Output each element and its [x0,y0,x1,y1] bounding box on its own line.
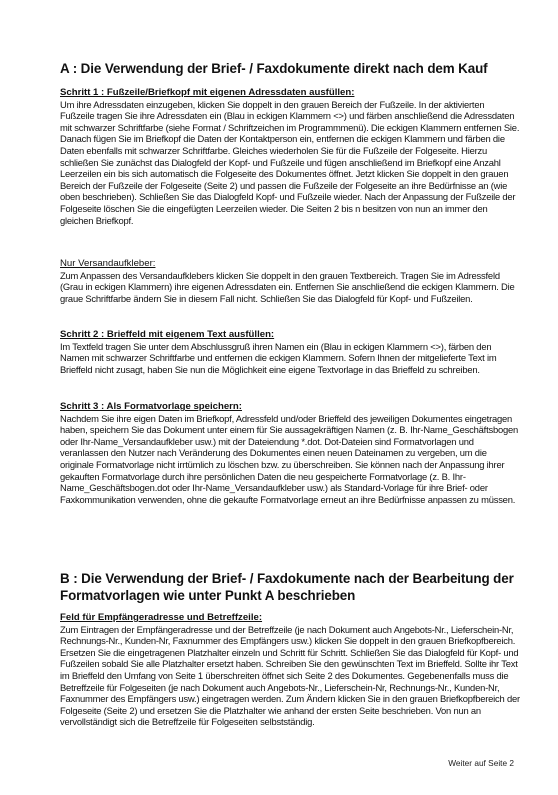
recipient-field-text: Zum Eintragen der Empfängeradresse und der Betreffzeile (je nach Dokument auch Angebots-Nr., Lieferschein-Nr, Rechnungs-Nr., Kunden-Nr, Faxnummer des Empfängers usw.) klicken Sie doppelt in den grauen Briefkopfbereich. Ersetzen Sie die eingetragenen Platzhalter einzeln und Schritt für Schritt. Schließen Sie das Dialogfeld für Kopf- und Fußzeilen sobald Sie alle Platzhalter ersetzt haben. Schreiben Sie den gewünschten Text im Brieffeld. Sollte ihr Text im Brieffeld den Umfang von Seite 1 überschreiten öffnet sich Seite 2 des Dokumentes. Gegebenenfalls muss die Betreffzeile für Folgeseiten (je nach Dokument auch Angebots-Nr., Lieferschein-Nr, Rechnungs-Nr., Kunden-Nr, Faxnummer des Empfängers usw.) eingetragen werden. Zum Ändern klicken Sie in den grauen Briefkopfbereich der Folgeseite (Seite 2) und ersetzen Sie die Platzhalter wie anhand der ersten Seite beschrieben. Von nun an vervollständigt sich die Betreffzeile für Folgeseiten selbstständig. [60,623,520,728]
step-1-heading: Schritt 1 : Fußzeile/Briefkopf mit eigenen Adressdaten ausfüllen: [60,87,355,98]
recipient-field-heading: Feld für Empfängeradresse und Betreffzeile: [60,612,263,623]
label-text: Zum Anpassen des Versandaufklebers klicken Sie doppelt in den grauen Textbereich. Tragen Sie im Adressfeld (Grau in eckigen Klammern) ihre eigenen Adressdaten ein. Entfernen Sie anschließend die eckigen Klammern. Die graue Schriftfarbe ändern Sie in diesem Fall nicht. Schließen Sie das Dialogfeld für Kopf- und Fußzeilen. [60,269,515,304]
step-3-block [60,401,520,505]
label-heading: Nur Versandaufkleber: [60,258,156,269]
step-3-heading: Schritt 3 : Als Formatvorlage speichern: [60,401,242,412]
step-1-text: Um ihre Adressdaten einzugeben, klicken Sie doppelt in den grauen Bereich der Fußzeile. In der aktivierten Fußzeile tragen Sie ihre Adressdaten ein (Blau in eckigen Klammern <>) und färben anschließend die Adressdaten mit schwarzer Schriftfarbe (siehe Format / Schriftzeichen im Programmmenü). Die eckigen Klammern entfernen Sie. Danach fügen Sie im Briefkopf die Daten der Kontaktperson ein, entfernen die eckigen Klammern und färben die Daten ebenfalls mit schwarzer Schriftfarbe. Gleiches wiederholen Sie für die Fußzeile der Folgeseite. Hierzu schließen Sie zunächst das Dialogfeld der Kopf- und Fußzeile und fügen anschließend im Briefkopf eine Anzahl Leerzeilen ein bis sich automatisch die Folgeseite des Dokumentes öffnet. Jetzt klicken Sie doppelt in den grauen Bereich der Fußzeile der Folgeseite (Seite 2) und passen die Fußzeile der Folgeseite an ihre Bedürfnisse an (wie oben beschrieben). Schließen Sie das Dialogfeld Kopf- und Fußzeile wieder. Nach der Anpassung der Fußzeile der Folgeseite löschen Sie die eingefügten Leerzeilen wieder. Die Seiten 2 bis n besitzen von nun an immer den gleichen Briefkopf. [60,98,520,226]
recipient-field-block [60,612,520,728]
step-1-block [60,87,520,226]
section-a-title: A : Die Verwendung der Brief- / Faxdokumente direkt nach dem Kauf [60,61,488,76]
step-2-text: Im Textfeld tragen Sie unter dem Abschlussgruß ihren Namen ein (Blau in eckigen Klammern <>), färben den Namen mit schwarzer Schriftfarbe und entfernen die eckigen Klammern. Sofern Ihnen der mitgelieferte Text im Brieffeld nicht zusagt, haben Sie nun die Möglichkeit eine eigene Textvorlage in das Brieffeld zu schreiben. [60,340,497,375]
label-block [60,258,520,304]
step-2-block [60,329,520,375]
step-2-heading: Schritt 2 : Brieffeld mit eigenem Text ausfüllen: [60,329,275,340]
step-3-text: Nachdem Sie ihre eigen Daten im Briefkopf, Adressfeld und/oder Brieffeld des jeweiligen Dokumentes eingetragen haben, speichern Sie das Dokument unter einem für Sie aussagekräftigen Namen (z. B. Ihr-Name_Geschäftsbogen oder Ihr-Name_Versandaufkleber usw.) mit der Dateiendung *.dot. Dot-Dateien sind Formatvorlagen und veranlassen den Nutzer nach Veränderung des Dokumentes einen neuen Dateinamen zu vergeben, um die originale Formatvorlage nicht irrtümlich zu löschen bzw. zu überschreiben. Sie können nach der Anpassung ihrer gekauften Formatvorlage durch ihre persönlichen Daten die neu gespeicherte Formatvorlage (z. B. Ihr-Name_Geschäftsbogen.dot oder Ihr-Name_Versandaufkleber usw.) als Standard-Vorlage für ihre Brief- oder Faxkommunikation verwenden, ohne die gekaufte Formatvorlage erneut an ihre Bedürfnisse anpassen zu müssen. [60,412,519,505]
section-b-title: B : Die Verwendung der Brief- / Faxdokumente nach der Bearbeitung der Formatvorlagen wie unter Punkt A beschrieben [60,571,514,603]
continued-note: Weiter auf Seite 2 [448,758,514,768]
